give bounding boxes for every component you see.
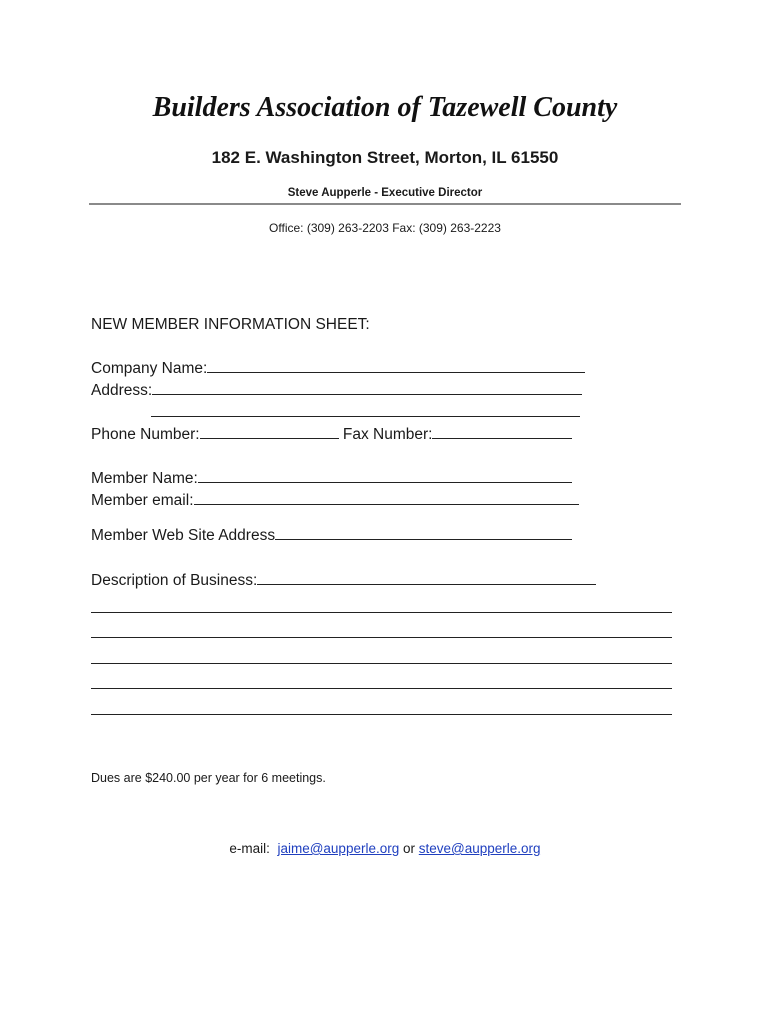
header-divider xyxy=(89,203,681,205)
description-field[interactable] xyxy=(257,583,596,585)
company-name-row xyxy=(91,360,585,378)
description-line-2[interactable] xyxy=(91,637,672,638)
company-name-label: Company Name: xyxy=(91,360,208,377)
website-field[interactable] xyxy=(275,538,572,540)
phone-number-label: Phone Number: xyxy=(91,426,200,443)
website-label: Member Web Site Address xyxy=(91,527,276,544)
description-line-5[interactable] xyxy=(91,714,672,715)
address-row-2 xyxy=(151,404,580,422)
organization-title: Builders Association of Tazewell County xyxy=(152,92,618,123)
office-fax-contact: Office: (309) 263-2203 Fax: (309) 263-2223 xyxy=(269,221,501,235)
member-email-label: Member email: xyxy=(91,492,194,509)
email-joiner: or xyxy=(403,841,416,856)
description-line-1[interactable] xyxy=(91,612,672,613)
organization-address: 182 E. Washington Street, Morton, IL 61550 xyxy=(211,148,559,167)
email-link-steve[interactable]: steve@aupperle.org xyxy=(418,841,541,856)
address-field-line-1[interactable] xyxy=(152,393,582,395)
description-line-3[interactable] xyxy=(91,663,672,664)
member-name-row xyxy=(91,470,572,488)
address-field-line-2[interactable] xyxy=(151,415,580,417)
company-name-field[interactable] xyxy=(207,371,585,373)
address-row xyxy=(91,382,582,400)
fax-number-field[interactable] xyxy=(432,437,572,439)
fax-number-label: Fax Number: xyxy=(342,426,433,443)
member-email-row xyxy=(91,492,579,510)
email-contact xyxy=(0,841,770,856)
description-label: Description of Business: xyxy=(91,572,258,589)
dues-note: Dues are $240.00 per year for 6 meetings. xyxy=(91,771,326,785)
address-label: Address: xyxy=(91,382,153,399)
description-row xyxy=(91,572,596,590)
description-line-4[interactable] xyxy=(91,688,672,689)
phone-number-field[interactable] xyxy=(200,437,339,439)
email-prefix: e-mail: xyxy=(229,841,270,856)
executive-director: Steve Aupperle - Executive Director xyxy=(287,187,483,199)
phone-fax-row xyxy=(91,426,572,444)
member-name-label: Member Name: xyxy=(91,470,198,487)
member-name-field[interactable] xyxy=(198,481,572,483)
email-link-jaime[interactable]: jaime@aupperle.org xyxy=(277,841,400,856)
website-row xyxy=(91,527,572,545)
member-email-field[interactable] xyxy=(194,503,579,505)
form-heading: NEW MEMBER INFORMATION SHEET: xyxy=(91,316,370,333)
